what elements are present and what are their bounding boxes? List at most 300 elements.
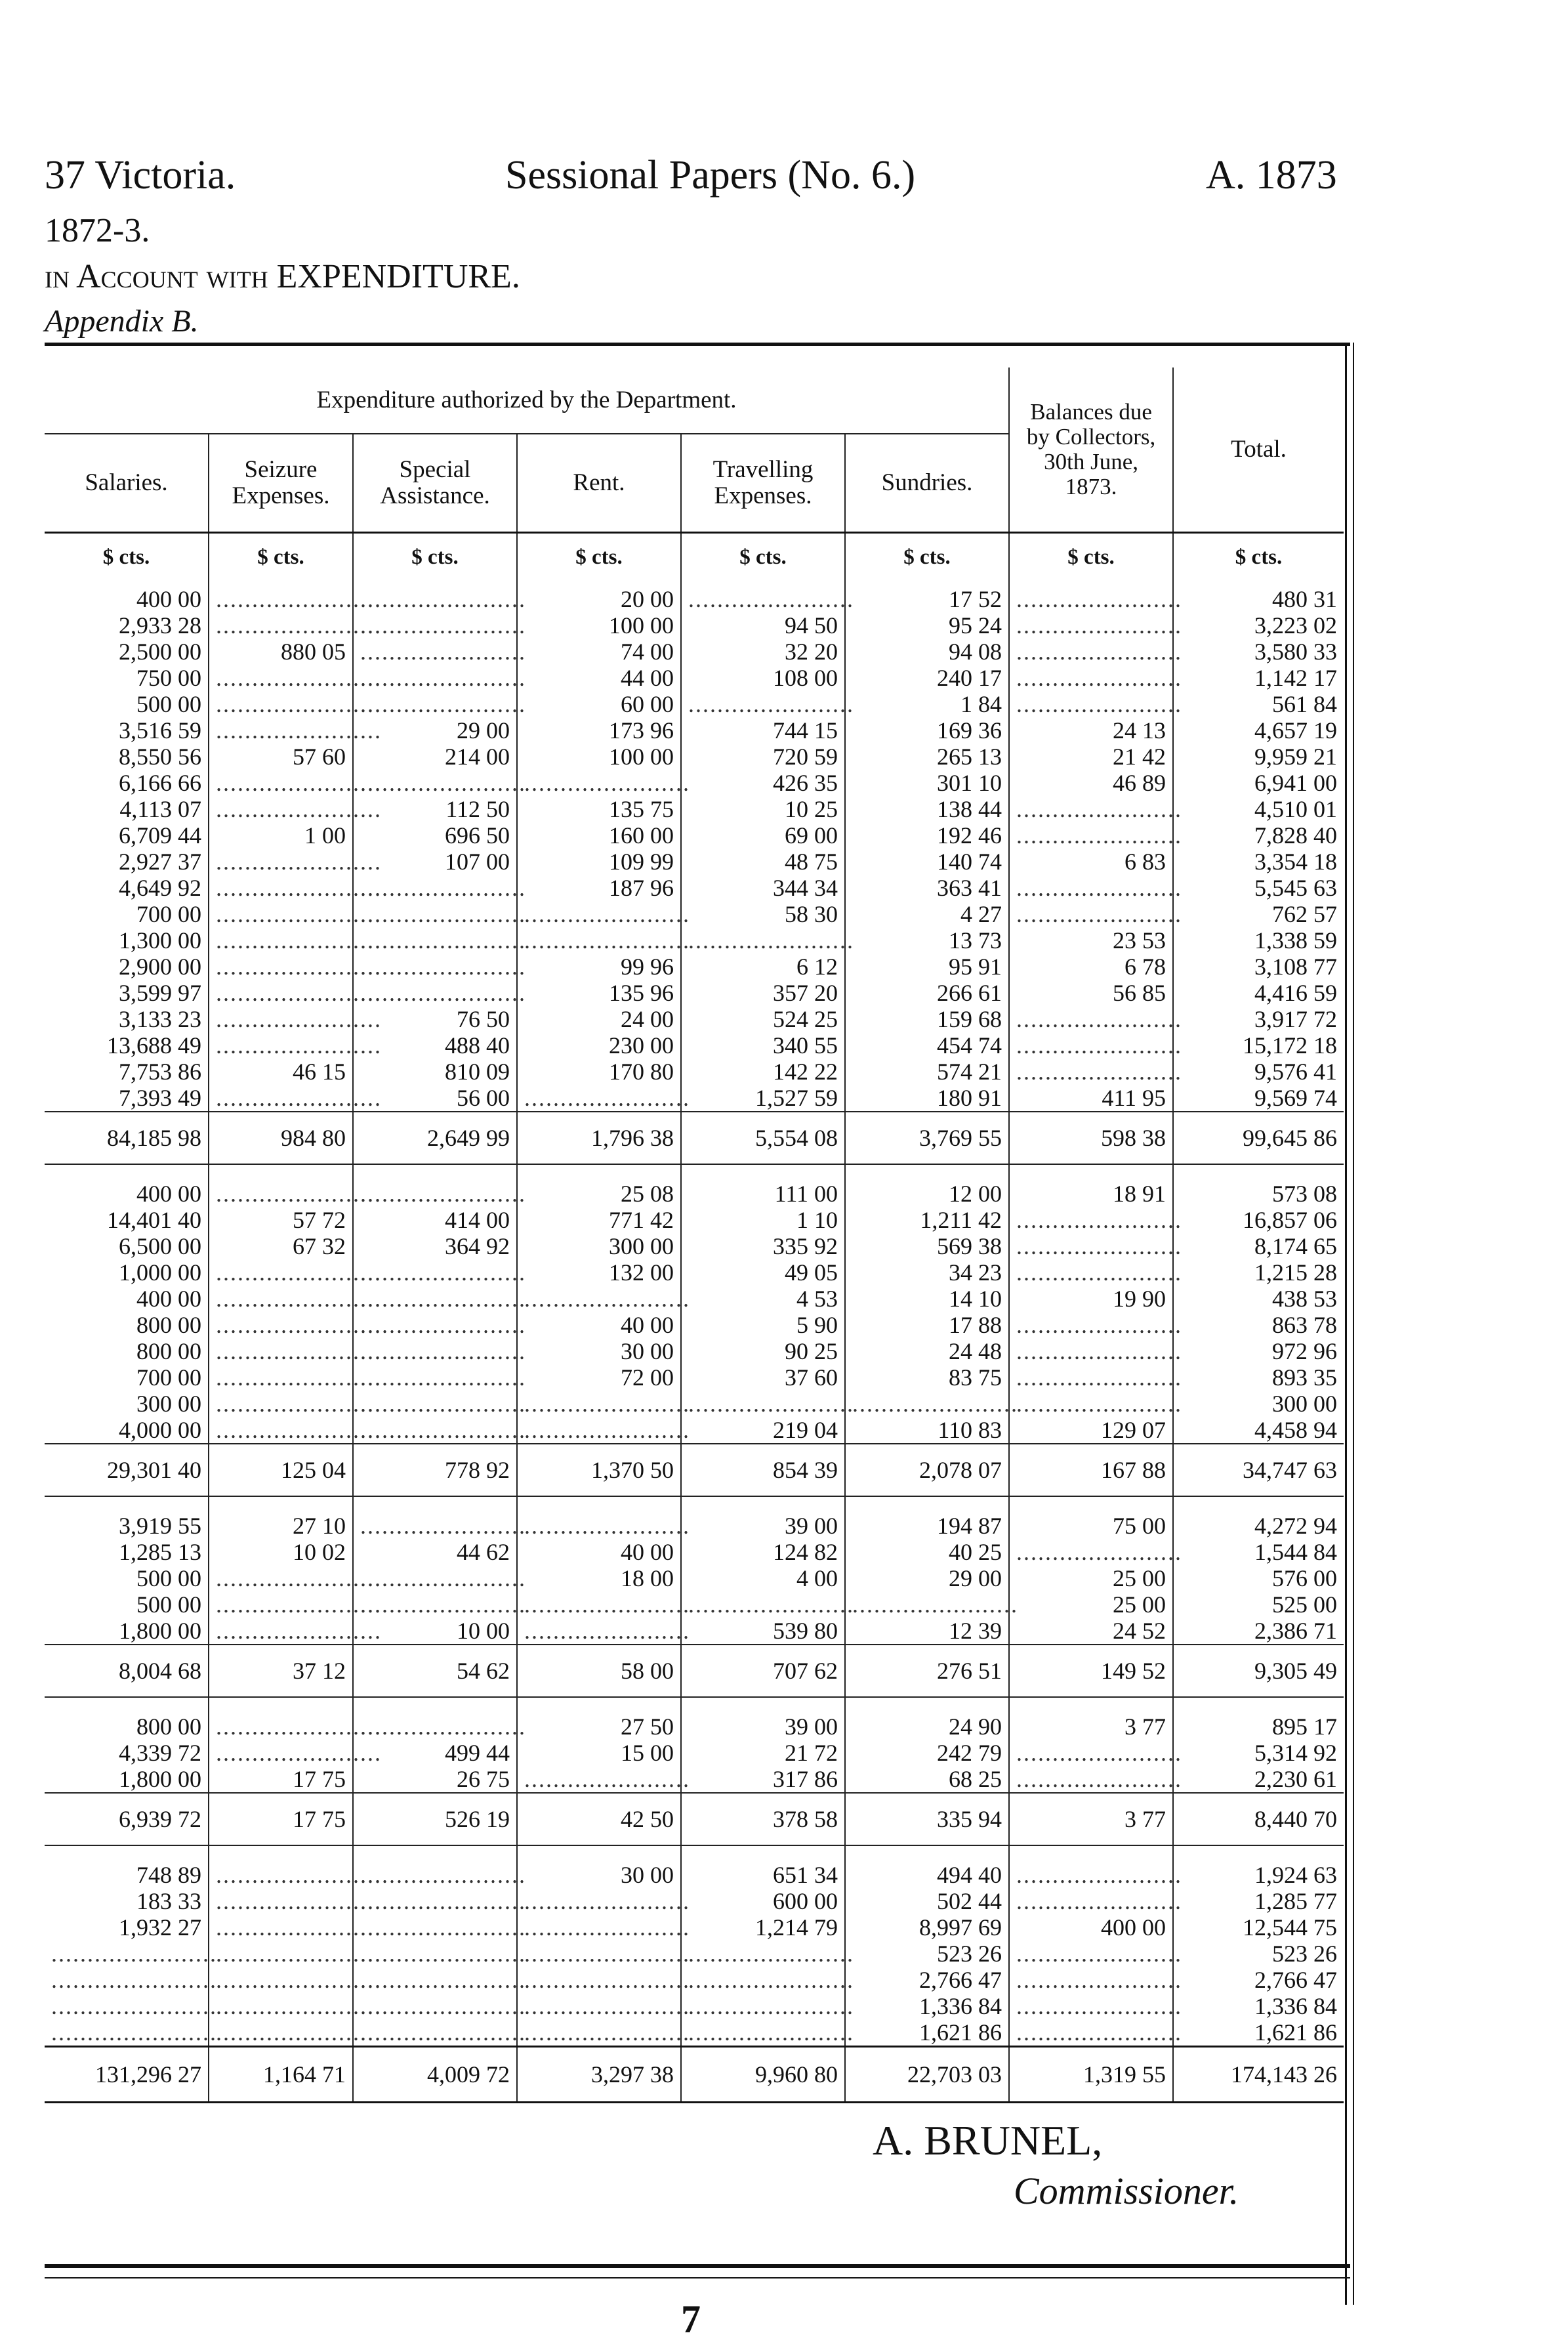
table-cell: ....................... bbox=[1009, 1941, 1173, 1967]
table-cell: 110 83 bbox=[845, 1417, 1009, 1444]
table-cell: 3,133 23 bbox=[119, 1005, 201, 1032]
table-cell: 3 77 bbox=[1009, 1713, 1173, 1740]
table-cell: 95 24 bbox=[845, 612, 1009, 639]
table-cell: 3,516 59 bbox=[119, 717, 201, 744]
section-total-row-cell: 1,796 38 bbox=[517, 1112, 681, 1164]
table-cell: 400 00 bbox=[136, 1180, 201, 1207]
table-cell: ....................... bbox=[517, 1417, 681, 1444]
section-spacer bbox=[45, 1845, 1344, 1862]
section-total-row-cell: 29,301 40 bbox=[45, 1444, 209, 1496]
table-cell: ....................... bbox=[1009, 1888, 1173, 1914]
table-cell: ....................... bbox=[209, 1181, 353, 1207]
table-cell: ....................... bbox=[517, 1513, 681, 1539]
table-cell: ....................... bbox=[209, 1967, 353, 1993]
table-cell: 344 34 bbox=[681, 875, 845, 901]
table-cell: ....................... bbox=[1009, 1059, 1173, 1085]
table-cell: ....................... bbox=[681, 691, 845, 717]
section-spacer bbox=[45, 1164, 1344, 1181]
table-cell: 4,339 72 bbox=[119, 1739, 201, 1766]
table-cell: ....................... bbox=[51, 1992, 217, 2019]
table-cell: ....................... bbox=[209, 770, 353, 796]
table-cell: 800 00 bbox=[136, 1337, 201, 1364]
table-cell: ....................... bbox=[209, 665, 353, 691]
table-cell: ....................... bbox=[353, 691, 517, 717]
section-spacer bbox=[45, 1697, 1344, 1713]
table-cell: 29 00 bbox=[845, 1565, 1009, 1591]
table-cell: ....................... bbox=[681, 1967, 845, 1993]
section-total-row-cell: 2,078 07 bbox=[845, 1444, 1009, 1496]
table-cell: ....................... bbox=[517, 1286, 681, 1312]
table-cell: ....................... bbox=[353, 1286, 517, 1312]
table-cell: ....................... bbox=[1009, 1993, 1173, 2019]
table-cell: 16,857 06 bbox=[1173, 1207, 1344, 1233]
table-cell: ....................... bbox=[681, 927, 845, 954]
table-row bbox=[45, 639, 1344, 665]
table-cell: 6 12 bbox=[681, 954, 845, 980]
table-cell: 771 42 bbox=[517, 1207, 681, 1233]
table-row bbox=[45, 980, 1344, 1006]
table-cell: 1,285 77 bbox=[1173, 1888, 1344, 1914]
table-cell: ....................... bbox=[1009, 1233, 1173, 1259]
table-top-rule bbox=[45, 343, 1350, 346]
table-cell: 159 68 bbox=[845, 1006, 1009, 1032]
table-cell: 762 57 bbox=[1173, 901, 1344, 927]
table-cell: ....................... bbox=[353, 1364, 517, 1391]
table-cell: 170 80 bbox=[517, 1059, 681, 1085]
table-cell: 10 25 bbox=[681, 796, 845, 822]
table-cell: ....................... bbox=[681, 2019, 845, 2047]
table-row bbox=[45, 1713, 1344, 1740]
table-cell: 37 60 bbox=[681, 1364, 845, 1391]
table-cell: ....................... bbox=[209, 1862, 353, 1888]
table-cell: ....................... bbox=[517, 1391, 681, 1417]
table-cell: 44 62 bbox=[353, 1539, 517, 1565]
table-cell: 426 35 bbox=[681, 770, 845, 796]
table-cell: 810 09 bbox=[353, 1059, 517, 1085]
table-cell: ....................... bbox=[209, 1032, 353, 1059]
table-cell: 69 00 bbox=[681, 822, 845, 849]
table-cell: 4 00 bbox=[681, 1565, 845, 1591]
table-cell: 169 36 bbox=[845, 717, 1009, 744]
table-cell: 17 52 bbox=[845, 586, 1009, 612]
table-cell: ....................... bbox=[517, 2019, 681, 2047]
table-cell: 1,214 79 bbox=[681, 1914, 845, 1941]
table-cell: ....................... bbox=[1009, 875, 1173, 901]
table-cell: ....................... bbox=[353, 901, 517, 927]
section-total-row-cell: 276 51 bbox=[845, 1645, 1009, 1697]
table-cell: ....................... bbox=[209, 980, 353, 1006]
table-cell: ....................... bbox=[209, 1006, 353, 1032]
section-total-row-cell: 58 00 bbox=[517, 1645, 681, 1697]
table-cell: 1 00 bbox=[209, 822, 353, 849]
table-cell: ....................... bbox=[209, 875, 353, 901]
table-cell: 454 74 bbox=[845, 1032, 1009, 1059]
table-row bbox=[45, 1364, 1344, 1391]
table-cell: 14 10 bbox=[845, 1286, 1009, 1312]
section-total-row-cell: 84,185 98 bbox=[45, 1112, 209, 1164]
section-total-row-cell: 34,747 63 bbox=[1173, 1444, 1344, 1496]
table-row bbox=[45, 744, 1344, 770]
table-cell: 524 25 bbox=[681, 1006, 845, 1032]
table-cell: 6,166 66 bbox=[119, 769, 201, 796]
table-row bbox=[45, 1338, 1344, 1364]
table-cell: ....................... bbox=[845, 1391, 1009, 1417]
section-total-row bbox=[45, 1112, 1344, 1164]
table-cell: ....................... bbox=[353, 875, 517, 901]
section-total-row-cell: 54 62 bbox=[353, 1645, 517, 1697]
section-total-row bbox=[45, 1444, 1344, 1496]
table-cell: ....................... bbox=[1009, 901, 1173, 927]
table-cell: 24 00 bbox=[517, 1006, 681, 1032]
table-cell: 124 82 bbox=[681, 1539, 845, 1565]
table-row bbox=[45, 1286, 1344, 1312]
section-spacer bbox=[45, 1496, 1344, 1513]
table-cell: 83 75 bbox=[845, 1364, 1009, 1391]
table-cell: 3,354 18 bbox=[1173, 849, 1344, 875]
table-row bbox=[45, 1181, 1344, 1207]
table-row bbox=[45, 1059, 1344, 1085]
table-cell: 400 00 bbox=[136, 1285, 201, 1312]
col-header-travelling: Travelling Expenses. bbox=[681, 434, 845, 532]
table-cell: 27 50 bbox=[517, 1713, 681, 1740]
table-cell: ....................... bbox=[209, 1391, 353, 1417]
table-cell: ....................... bbox=[1009, 1338, 1173, 1364]
table-cell: 23 53 bbox=[1009, 927, 1173, 954]
table-cell: ....................... bbox=[209, 1993, 353, 2019]
table-cell: 138 44 bbox=[845, 796, 1009, 822]
table-row bbox=[45, 1032, 1344, 1059]
section-total-row-cell: 598 38 bbox=[1009, 1112, 1173, 1164]
table-cell: 340 55 bbox=[681, 1032, 845, 1059]
table-cell: ....................... bbox=[1009, 612, 1173, 639]
section-total-row-cell: 3 77 bbox=[1009, 1793, 1173, 1845]
unit-cell: $ cts. bbox=[681, 532, 845, 570]
table-cell: 1,211 42 bbox=[845, 1207, 1009, 1233]
table-cell: 13,688 49 bbox=[107, 1032, 201, 1059]
table-cell: ....................... bbox=[209, 927, 353, 954]
col-header-balances: Balances due by Collectors, 30th June, 1873. bbox=[1009, 368, 1173, 532]
table-cell: 21 42 bbox=[1009, 744, 1173, 770]
table-cell: ....................... bbox=[209, 1618, 353, 1645]
table-cell: 30 00 bbox=[517, 1338, 681, 1364]
grand-total-row-cell: 131,296 27 bbox=[45, 2046, 209, 2102]
table-cell: ....................... bbox=[353, 1967, 517, 1993]
table-cell: ....................... bbox=[353, 1391, 517, 1417]
table-row bbox=[45, 954, 1344, 980]
table-cell: ....................... bbox=[209, 717, 353, 744]
table-cell: 400 00 bbox=[136, 585, 201, 612]
table-cell: 539 80 bbox=[681, 1618, 845, 1645]
table-cell: 500 00 bbox=[136, 1591, 201, 1618]
table-cell: 499 44 bbox=[353, 1740, 517, 1766]
grand-total-row-cell: 1,319 55 bbox=[1009, 2046, 1173, 2102]
table-cell: 142 22 bbox=[681, 1059, 845, 1085]
col-header-rent: Rent. bbox=[517, 434, 681, 532]
table-cell: ....................... bbox=[517, 927, 681, 954]
table-cell: 569 38 bbox=[845, 1233, 1009, 1259]
table-cell: 335 92 bbox=[681, 1233, 845, 1259]
table-row bbox=[45, 1539, 1344, 1565]
table-cell: ....................... bbox=[845, 1591, 1009, 1618]
table-cell: ....................... bbox=[353, 1513, 517, 1539]
table-cell: 24 48 bbox=[845, 1338, 1009, 1364]
table-cell: 414 00 bbox=[353, 1207, 517, 1233]
table-cell: 74 00 bbox=[517, 639, 681, 665]
table-cell: ....................... bbox=[209, 1941, 353, 1967]
table-cell: 438 53 bbox=[1173, 1286, 1344, 1312]
table-cell: ....................... bbox=[517, 1941, 681, 1967]
table-cell: ....................... bbox=[353, 2019, 517, 2047]
section-total-row-cell: 707 62 bbox=[681, 1645, 845, 1697]
table-cell: 576 00 bbox=[1173, 1565, 1344, 1591]
section-total-row-cell: 3,769 55 bbox=[845, 1112, 1009, 1164]
col-header-salaries: Salaries. bbox=[85, 469, 168, 496]
table-cell: ....................... bbox=[353, 980, 517, 1006]
table-cell: 60 00 bbox=[517, 691, 681, 717]
unit-cell: $ cts. bbox=[517, 532, 681, 570]
table-cell: 6 83 bbox=[1009, 849, 1173, 875]
table-cell: ....................... bbox=[353, 1312, 517, 1338]
table-cell: ....................... bbox=[353, 665, 517, 691]
table-cell: 2,230 61 bbox=[1173, 1766, 1344, 1793]
table-cell: 744 15 bbox=[681, 717, 845, 744]
table-cell: 4 27 bbox=[845, 901, 1009, 927]
table-cell: 1,000 00 bbox=[119, 1259, 201, 1286]
section-total-row-cell: 125 04 bbox=[209, 1444, 353, 1496]
table-cell: 720 59 bbox=[681, 744, 845, 770]
table-cell: 20 00 bbox=[517, 586, 681, 612]
header-left: 37 Victoria. bbox=[45, 153, 236, 198]
table-cell: 4,510 01 bbox=[1173, 796, 1344, 822]
table-cell: 6,709 44 bbox=[119, 822, 201, 849]
unit-cell: $ cts. bbox=[209, 532, 353, 570]
table-cell: ....................... bbox=[209, 1312, 353, 1338]
table-body bbox=[45, 532, 1344, 2102]
section-total-row-cell: 9,305 49 bbox=[1173, 1645, 1344, 1697]
header-center: Sessional Papers (No. 6.) bbox=[505, 153, 916, 198]
table-row bbox=[45, 901, 1344, 927]
table-cell: ....................... bbox=[353, 1862, 517, 1888]
table-cell: ....................... bbox=[681, 1941, 845, 1967]
table-cell: 111 00 bbox=[681, 1181, 845, 1207]
table-cell: 4,000 00 bbox=[119, 1416, 201, 1443]
grand-total-row-cell: 9,960 80 bbox=[681, 2046, 845, 2102]
table-cell: 183 33 bbox=[136, 1887, 201, 1914]
table-cell: 1 10 bbox=[681, 1207, 845, 1233]
table-cell: 4,649 92 bbox=[119, 874, 201, 901]
table-cell: 3,580 33 bbox=[1173, 639, 1344, 665]
table-cell: 480 31 bbox=[1173, 586, 1344, 612]
table-cell: 696 50 bbox=[353, 822, 517, 849]
table-cell: 40 25 bbox=[845, 1539, 1009, 1565]
table-cell: ....................... bbox=[1009, 691, 1173, 717]
section-total-row bbox=[45, 1645, 1344, 1697]
table-cell: 135 96 bbox=[517, 980, 681, 1006]
table-cell: 1,621 86 bbox=[1173, 2019, 1344, 2047]
table-row bbox=[45, 849, 1344, 875]
table-row bbox=[45, 1888, 1344, 1914]
table-cell: 39 00 bbox=[681, 1513, 845, 1539]
table-cell: 357 20 bbox=[681, 980, 845, 1006]
table-cell: 13 73 bbox=[845, 927, 1009, 954]
group-header: Expenditure authorized by the Department. bbox=[45, 368, 1009, 434]
table-cell: 25 00 bbox=[1009, 1591, 1173, 1618]
section-total-row-cell: 5,554 08 bbox=[681, 1112, 845, 1164]
table-cell: 525 00 bbox=[1173, 1591, 1344, 1618]
table-cell: 748 89 bbox=[136, 1861, 201, 1888]
table-row bbox=[45, 822, 1344, 849]
table-cell: 18 00 bbox=[517, 1565, 681, 1591]
unit-cell: $ cts. bbox=[845, 532, 1009, 570]
table-cell: ....................... bbox=[353, 1888, 517, 1914]
col-header-special: Special Assistance. bbox=[353, 434, 517, 532]
table-cell: 1,932 27 bbox=[119, 1914, 201, 1941]
table-cell: 300 00 bbox=[136, 1390, 201, 1417]
table-row bbox=[45, 875, 1344, 901]
table-cell: ....................... bbox=[681, 1391, 845, 1417]
table-cell: 68 25 bbox=[845, 1766, 1009, 1793]
table-cell: ....................... bbox=[517, 901, 681, 927]
table-cell: 7,753 86 bbox=[119, 1058, 201, 1085]
table-cell: 90 25 bbox=[681, 1338, 845, 1364]
appendix-label: Appendix B. bbox=[45, 304, 199, 339]
table-right-rule bbox=[1345, 343, 1347, 2305]
table-cell: 1,621 86 bbox=[845, 2019, 1009, 2047]
table-cell: 573 08 bbox=[1173, 1181, 1344, 1207]
table-cell: 1,215 28 bbox=[1173, 1259, 1344, 1286]
table-cell: 12,544 75 bbox=[1173, 1914, 1344, 1941]
table-cell: 32 20 bbox=[681, 639, 845, 665]
table-row bbox=[45, 770, 1344, 796]
unit-cell: $ cts. bbox=[1173, 532, 1344, 570]
grand-total-row-cell: 3,297 38 bbox=[517, 2046, 681, 2102]
table-cell: 19 90 bbox=[1009, 1286, 1173, 1312]
table-cell: 9,569 74 bbox=[1173, 1085, 1344, 1112]
table-cell: 100 00 bbox=[517, 744, 681, 770]
table-cell: ....................... bbox=[209, 1888, 353, 1914]
table-cell: 12 39 bbox=[845, 1618, 1009, 1645]
table-cell: ....................... bbox=[353, 1941, 517, 1967]
section-total-row-cell: 149 52 bbox=[1009, 1645, 1173, 1697]
table-row bbox=[45, 1591, 1344, 1618]
table-cell: 192 46 bbox=[845, 822, 1009, 849]
table-cell: 107 00 bbox=[353, 849, 517, 875]
section-total-row-cell: 42 50 bbox=[517, 1793, 681, 1845]
table-cell: 700 00 bbox=[136, 900, 201, 927]
table-cell: 800 00 bbox=[136, 1713, 201, 1740]
table-cell: 2,927 37 bbox=[119, 848, 201, 875]
table-cell: 10 00 bbox=[353, 1618, 517, 1645]
table-row bbox=[45, 1740, 1344, 1766]
table-cell: ....................... bbox=[209, 1364, 353, 1391]
table-cell: 4 53 bbox=[681, 1286, 845, 1312]
table-cell: 214 00 bbox=[353, 744, 517, 770]
table-cell: 100 00 bbox=[517, 612, 681, 639]
table-cell: 301 10 bbox=[845, 770, 1009, 796]
table-cell: ....................... bbox=[209, 1740, 353, 1766]
table-row bbox=[45, 1259, 1344, 1286]
bottom-rule-thin bbox=[45, 2277, 1350, 2278]
table-cell: 12 00 bbox=[845, 1181, 1009, 1207]
table-cell: ....................... bbox=[209, 2019, 353, 2047]
table-cell: 4,657 19 bbox=[1173, 717, 1344, 744]
table-cell: 25 08 bbox=[517, 1181, 681, 1207]
table-cell: ....................... bbox=[517, 1618, 681, 1645]
table-cell: 29 00 bbox=[353, 717, 517, 744]
table-cell: ....................... bbox=[1009, 1766, 1173, 1793]
table-cell: ....................... bbox=[1009, 639, 1173, 665]
section-total-row-cell: 6,939 72 bbox=[45, 1793, 209, 1845]
table-row bbox=[45, 2019, 1344, 2047]
table-cell: 364 92 bbox=[353, 1233, 517, 1259]
table-row bbox=[45, 586, 1344, 612]
table-cell: 4,458 94 bbox=[1173, 1417, 1344, 1444]
table-cell: 1,338 59 bbox=[1173, 927, 1344, 954]
table-cell: 67 32 bbox=[209, 1233, 353, 1259]
table-cell: ....................... bbox=[353, 927, 517, 954]
table-cell: 700 00 bbox=[136, 1364, 201, 1391]
section-total-row bbox=[45, 1793, 1344, 1845]
table-cell: 46 89 bbox=[1009, 770, 1173, 796]
table-cell: 56 85 bbox=[1009, 980, 1173, 1006]
table-cell: 600 00 bbox=[681, 1888, 845, 1914]
table-cell: 75 00 bbox=[1009, 1513, 1173, 1539]
table-cell: 1,300 00 bbox=[119, 927, 201, 954]
table-row bbox=[45, 1618, 1344, 1645]
table-cell: 8,550 56 bbox=[119, 743, 201, 770]
table-cell: 21 72 bbox=[681, 1740, 845, 1766]
table-cell: ....................... bbox=[353, 1181, 517, 1207]
table-cell: 500 00 bbox=[136, 690, 201, 717]
table-cell: 2,933 28 bbox=[119, 612, 201, 639]
table-cell: ....................... bbox=[353, 1565, 517, 1591]
table-cell: 219 04 bbox=[681, 1417, 845, 1444]
table-cell: ....................... bbox=[1009, 1207, 1173, 1233]
table-cell: 99 96 bbox=[517, 954, 681, 980]
section-total-row-cell: 17 75 bbox=[209, 1793, 353, 1845]
table-row bbox=[45, 1914, 1344, 1941]
table-cell: 1,800 00 bbox=[119, 1765, 201, 1792]
table-cell: ....................... bbox=[353, 639, 517, 665]
table-cell: 34 23 bbox=[845, 1259, 1009, 1286]
table-cell: ....................... bbox=[1009, 1006, 1173, 1032]
table-cell: ....................... bbox=[353, 1338, 517, 1364]
table-cell: ....................... bbox=[209, 1338, 353, 1364]
table-cell: 561 84 bbox=[1173, 691, 1344, 717]
table-cell: ....................... bbox=[209, 796, 353, 822]
table-cell: ....................... bbox=[1009, 1862, 1173, 1888]
table-cell: 24 13 bbox=[1009, 717, 1173, 744]
table-right-rule-inner bbox=[1353, 343, 1354, 2305]
table-cell: ....................... bbox=[353, 954, 517, 980]
table-cell: 15,172 18 bbox=[1173, 1032, 1344, 1059]
table-cell: ....................... bbox=[353, 1591, 517, 1618]
table-cell: 240 17 bbox=[845, 665, 1009, 691]
table-cell: ....................... bbox=[1009, 1740, 1173, 1766]
table-cell: 3,919 55 bbox=[119, 1512, 201, 1539]
grand-total-row-cell: 22,703 03 bbox=[845, 2046, 1009, 2102]
table-cell: 1,142 17 bbox=[1173, 665, 1344, 691]
table-cell: 1,336 84 bbox=[1173, 1993, 1344, 2019]
section-spacer bbox=[45, 570, 1344, 586]
signature-name: A. BRUNEL, bbox=[873, 2117, 1103, 2164]
signature-title: Commissioner. bbox=[1014, 2170, 1239, 2212]
table-cell: 6 78 bbox=[1009, 954, 1173, 980]
bottom-rule bbox=[45, 2264, 1350, 2268]
table-cell: 242 79 bbox=[845, 1740, 1009, 1766]
table-cell: 9,576 41 bbox=[1173, 1059, 1344, 1085]
table-cell: ....................... bbox=[353, 612, 517, 639]
